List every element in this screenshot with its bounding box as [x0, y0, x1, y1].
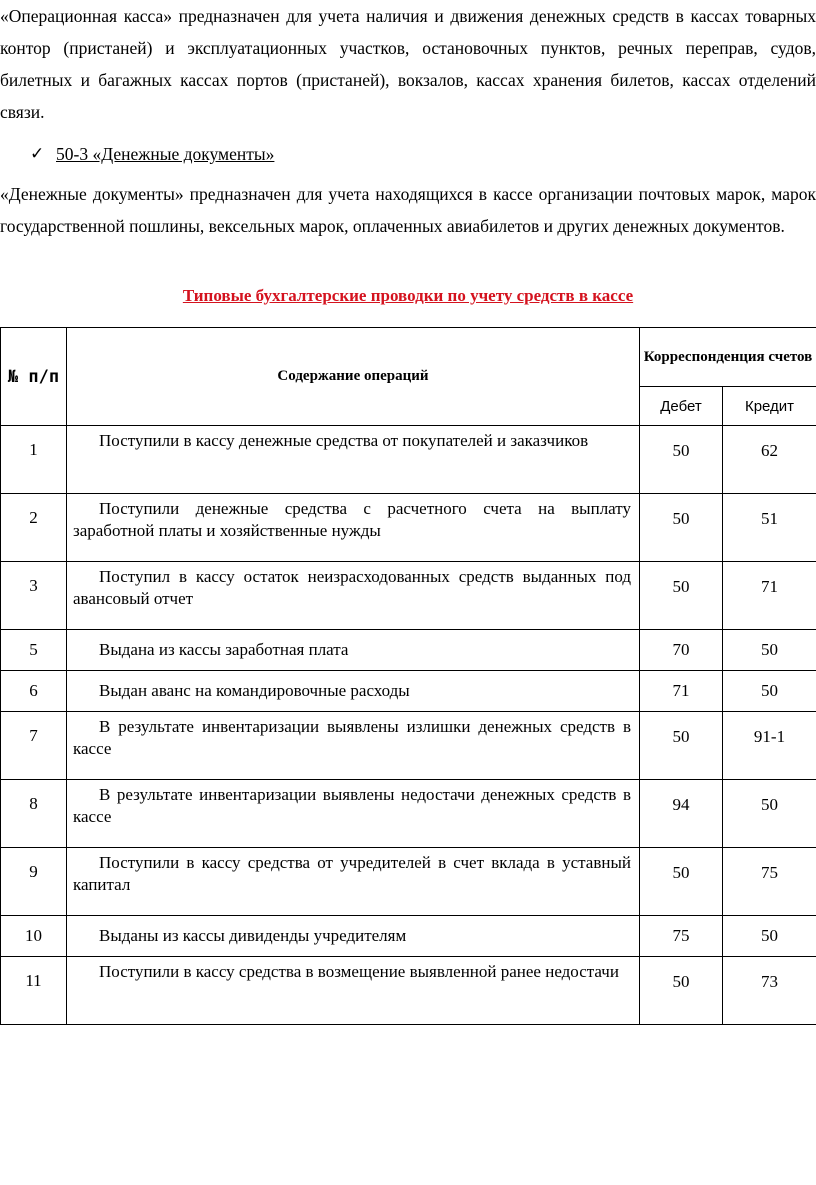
row-num: 11 [1, 957, 67, 1025]
row-credit: 50 [723, 630, 816, 671]
table-row [1, 712, 816, 780]
subsection-label: 50-3 «Денежные документы» [56, 144, 275, 164]
row-num: 10 [1, 916, 67, 957]
row-debit: 50 [640, 562, 723, 630]
row-num: 1 [1, 426, 67, 494]
postings-table [0, 327, 816, 1025]
subsection-heading [30, 138, 274, 170]
table-row [1, 916, 816, 957]
row-content: Поступил в кассу остаток неизрасходованных средств выданных под авансовый отчет [67, 562, 640, 630]
table-row [1, 426, 816, 494]
header-credit: Кредит [723, 387, 816, 426]
row-content: Поступили денежные средства с расчетного счета на выплату заработной платы и хозяйственные нужды [67, 494, 640, 562]
intro-paragraph: «Операционная касса» предназначен для учета наличия и движения денежных средств в кассах товарных контор (пристаней) и эксплуатационных участков, остановочных пунктов, речных переправ, судов, билетных и багажных кассах портов (пристаней), вокзалов, кассах хранения билетов, кассах отделений связи. [0, 6, 816, 122]
row-credit: 71 [723, 562, 816, 630]
row-credit: 50 [723, 780, 816, 848]
row-credit: 50 [723, 916, 816, 957]
row-content: Поступили в кассу средства от учредителей в счет вклада в уставный капитал [67, 848, 640, 916]
table-row [1, 957, 816, 1025]
checkmark-icon: ✓ [30, 144, 45, 164]
row-num: 3 [1, 562, 67, 630]
row-num: 7 [1, 712, 67, 780]
row-debit: 50 [640, 426, 723, 494]
row-credit: 91-1 [723, 712, 816, 780]
header-debit: Дебет [640, 387, 723, 426]
row-num: 9 [1, 848, 67, 916]
row-num: 5 [1, 630, 67, 671]
row-content: Поступили в кассу средства в возмещение выявленной ранее недостачи [67, 957, 640, 1025]
table-row [1, 848, 816, 916]
row-debit: 50 [640, 712, 723, 780]
row-credit: 51 [723, 494, 816, 562]
row-content: Выдан аванс на командировочные расходы [67, 671, 640, 712]
row-credit: 75 [723, 848, 816, 916]
row-content: Поступили в кассу денежные средства от покупателей и заказчиков [67, 426, 640, 494]
table-row [1, 780, 816, 848]
row-debit: 50 [640, 848, 723, 916]
row-content: Выданы из кассы дивиденды учредителям [67, 916, 640, 957]
table-row [1, 494, 816, 562]
row-debit: 75 [640, 916, 723, 957]
row-content: Выдана из кассы заработная плата [67, 630, 640, 671]
row-num: 8 [1, 780, 67, 848]
table-row [1, 562, 816, 630]
row-debit: 71 [640, 671, 723, 712]
section-title: Типовые бухгалтерские проводки по учету средств в кассе [182, 286, 634, 305]
row-debit: 50 [640, 494, 723, 562]
header-correspondence: Корреспонденция счетов [640, 328, 816, 387]
row-content: В результате инвентаризации выявлены излишки денежных средств в кассе [67, 712, 640, 780]
row-debit: 50 [640, 957, 723, 1025]
subsection-paragraph: «Денежные документы» предназначен для учета находящихся в кассе организации почтовых марок, марок государственной пошлины, вексельных марок, оплаченных авиабилетов и других денежных документов. [0, 184, 816, 236]
row-num: 6 [1, 671, 67, 712]
row-content: В результате инвентаризации выявлены недостачи денежных средств в кассе [67, 780, 640, 848]
row-debit: 94 [640, 780, 723, 848]
row-credit: 73 [723, 957, 816, 1025]
header-num: № п/п [1, 328, 67, 426]
table-row [1, 671, 816, 712]
row-debit: 70 [640, 630, 723, 671]
header-content: Содержание операций [67, 328, 640, 426]
row-credit: 62 [723, 426, 816, 494]
table-row [1, 630, 816, 671]
row-num: 2 [1, 494, 67, 562]
row-credit: 50 [723, 671, 816, 712]
